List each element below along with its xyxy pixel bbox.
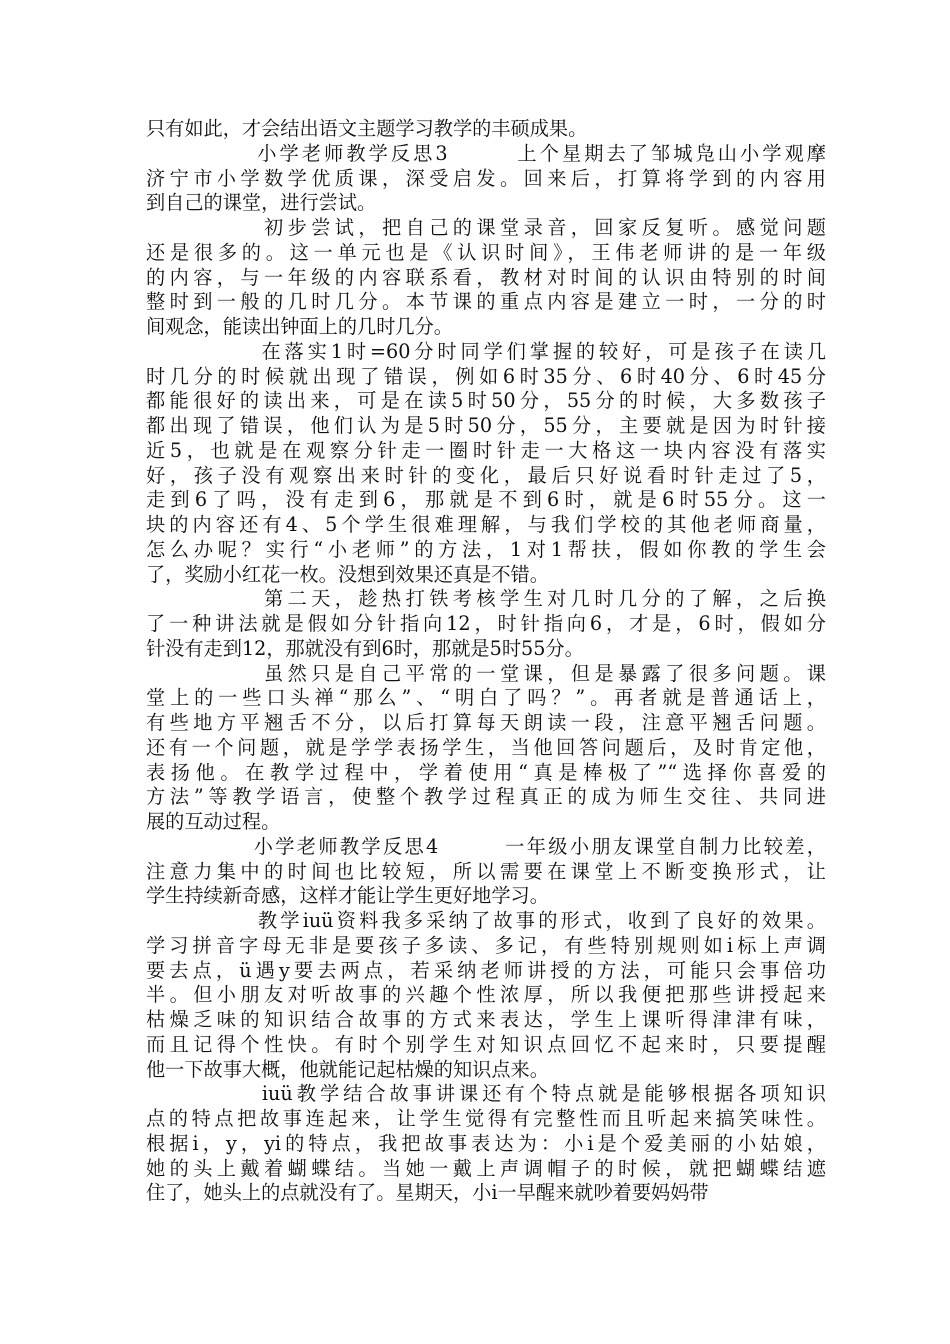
text-line: 学习拼音字母无非是要孩子多读、多记，有些特别规则如i标上声调 [146, 933, 826, 957]
text-line: 他一下故事大概，他就能记起枯燥的知识点来。 [146, 1057, 549, 1081]
text-line: 只有如此，才会结出语文主题学习教学的丰硕成果。 [146, 117, 588, 140]
text-line: 教学iuü资料我多采纳了故事的形式，收到了良好的效果。 [146, 909, 826, 932]
text-line: 注意力集中的时间也比较短，所以需要在课堂上不断变换形式，让 [146, 859, 826, 883]
text-line: 都出现了错误，他们认为是5时50分，55分，主要就是因为时针接 [146, 414, 826, 437]
text-line: 要去点，ü遇y要去两点，若采纳老师讲授的方法，可能只会事倍功 [146, 958, 826, 982]
text-line: 虽然只是自己平常的一堂课，但是暴露了很多问题。课 [146, 661, 826, 685]
text-line: iuü教学结合故事讲课还有个特点就是能够根据各项知识 [146, 1082, 826, 1106]
text-line: 的内容，与一年级的内容联系看，教材对时间的认识由特别的时间 [146, 265, 826, 289]
text-line: 到自己的课堂，进行尝试。 [146, 191, 377, 215]
text-line: 学生持续新奇感，这样才能让学生更好地学习。 [146, 884, 549, 908]
text-line: 在落实1时=60分时同学们掌握的较好，可是孩子在读几 [146, 339, 826, 363]
text-line: 根据i，y，yi的特点，我把故事表达为：小i是个爱美丽的小姑娘， [146, 1131, 826, 1155]
text-line: 间观念，能读出钟面上的几时几分。 [146, 315, 453, 338]
text-line: 块的内容还有4、5个学生很难理解，与我们学校的其他老师商量， [146, 513, 826, 536]
text-line: 小学老师教学反思3 上个星期去了邹城凫山小学观摩 [146, 141, 826, 165]
document-body [146, 117, 826, 1206]
text-line: 怎么办呢？实行“小老师”的方法，1对1帮扶，假如你教的学生会 [146, 537, 826, 561]
text-line: 半。但小朋友对听故事的兴趣个性浓厚，所以我便把那些讲授起来 [146, 983, 826, 1007]
text-line: 还是很多的。这一单元也是《认识时间》，王伟老师讲的是一年级 [146, 240, 826, 264]
text-line: 住了，她头上的点就没有了。星期天，小i一早醒来就吵着要妈妈带 [146, 1181, 709, 1205]
text-line: 而且记得个性快。有时个别学生对知识点回忆不起来时，只要提醒 [146, 1032, 826, 1056]
text-line: 济宁市小学数学优质课，深受启发。回来后，打算将学到的内容用 [146, 166, 826, 190]
text-line: 第二天，趁热打铁考核学生对几时几分的了解，之后换 [146, 587, 826, 611]
text-line: 近5，也就是在观察分针走一圈时针走一大格这一块内容没有落实 [146, 438, 826, 462]
text-line: 表扬他。在教学过程中，学着使用“真是棒极了”“选择你喜爱的 [146, 760, 826, 784]
text-line: 走到6了吗，没有走到6，那就是不到6时，就是6时55分。这一 [146, 488, 826, 512]
text-line: 堂上的一些口头禅“那么”、“明白了吗？”。再者就是普通话上， [146, 686, 826, 710]
text-line: 方法”等教学语言，使整个教学过程真正的成为师生交往、共同进 [146, 785, 826, 809]
text-line: 展的互动过程。 [146, 810, 281, 833]
text-line: 了一种讲法就是假如分针指向12，时针指向6，才是，6时，假如分 [146, 612, 826, 635]
text-line: 有些地方平翘舌不分，以后打算每天朗读一段，注意平翘舌问题。 [146, 711, 826, 734]
text-line: 整时到一般的几时几分。本节课的重点内容是建立一时，一分的时 [146, 290, 826, 314]
text-line: 小学老师教学反思4 一年级小朋友课堂自制力比较差， [146, 834, 826, 858]
text-line: 时几分的时候就出现了错误，例如6时35分、6时40分、6时45分 [146, 364, 826, 388]
text-line: 点的特点把故事连起来，让学生觉得有完整性而且听起来搞笑味性。 [146, 1107, 826, 1130]
text-line: 枯燥乏味的知识结合故事的方式来表达，学生上课听得津津有味， [146, 1008, 826, 1031]
text-line: 都能很好的读出来，可是在读5时50分，55分的时候，大多数孩子 [146, 389, 826, 413]
text-line: 她的头上戴着蝴蝶结。当她一戴上声调帽子的时候，就把蝴蝶结遮 [146, 1156, 826, 1180]
text-line: 还有一个问题，就是学学表扬学生，当他回答问题后，及时肯定他， [146, 735, 826, 759]
text-line: 了，奖励小红花一枚。没想到效果还真是不错。 [146, 562, 549, 586]
text-line: 针没有走到12，那就没有到6时，那就是5时55分。 [146, 636, 584, 660]
text-line: 好，孩子没有观察出来时针的变化，最后只好说看时针走过了5， [146, 463, 826, 487]
text-line: 初步尝试，把自己的课堂录音，回家反复听。感觉问题 [146, 216, 826, 239]
